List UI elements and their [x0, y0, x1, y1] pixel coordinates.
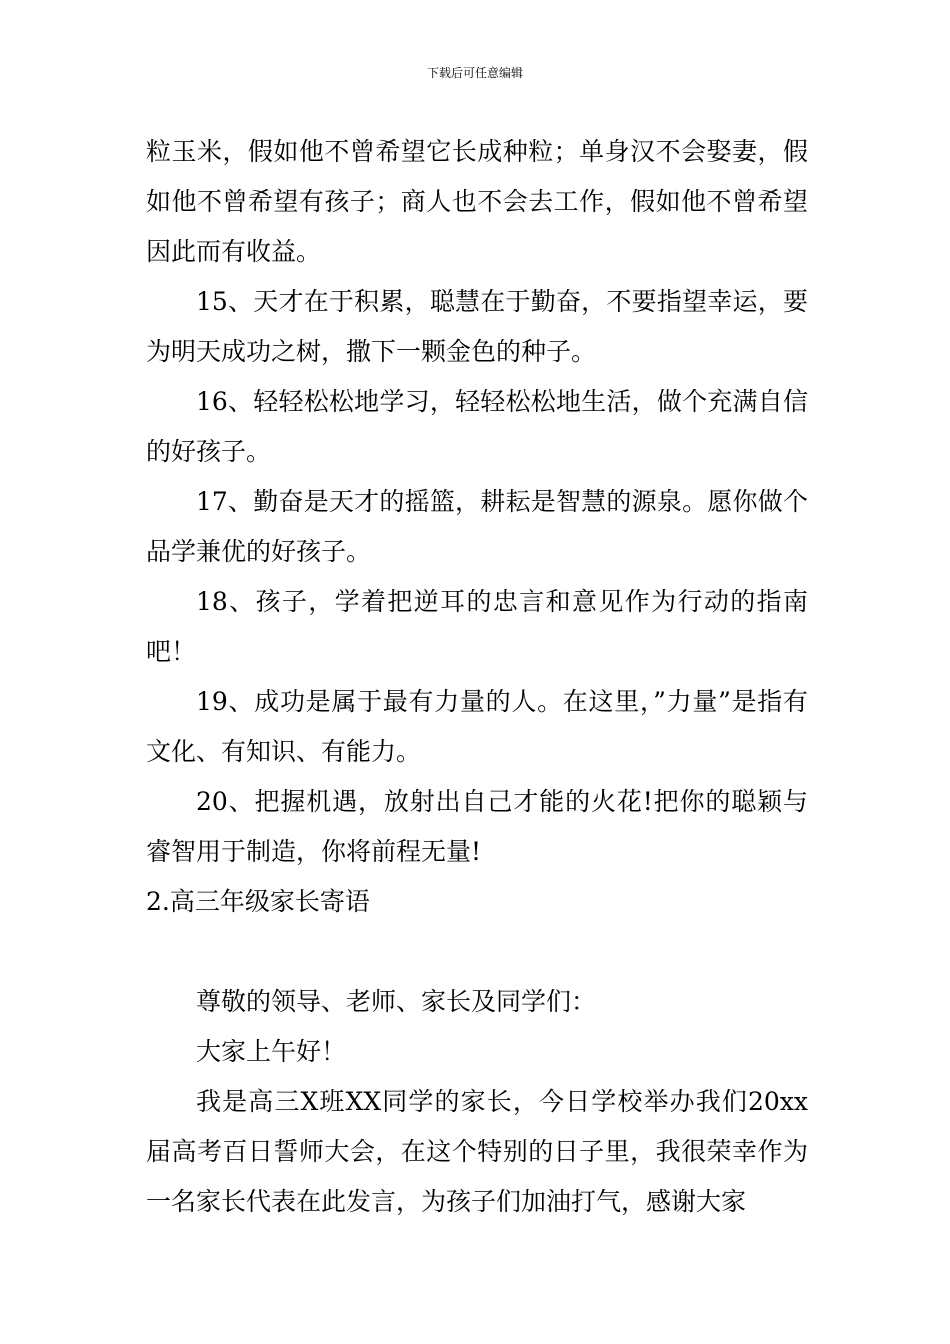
paragraph-item-18: 18、孩子，学着把逆耳的忠言和意见作为行动的指南吧！ — [146, 587, 808, 666]
paragraph-item-20: 20、把握机遇，放射出自己才能的火花!把你的聪颖与睿智用于制造，你将前程无量! — [146, 787, 808, 866]
section-heading: 2.高三年级家长寄语 — [146, 887, 370, 916]
paragraph-item-17: 17、勤奋是天才的摇篮，耕耘是智慧的源泉。愿你做个品学兼优的好孩子。 — [146, 487, 808, 566]
paragraph-item-19: 19、成功是属于最有力量的人。在这里，”力量”是指有文化、有知识、有能力。 — [146, 687, 809, 766]
page-header: 下载后可任意编辑 — [426, 66, 523, 80]
speech-paragraph: 我是高三X班XX同学的家长，今日学校举办我们20xx届高考百日誓师大会，在这个特别的日子里，我很荣幸作为一名家长代表在此发言，为孩子们加油打气，感谢大家 — [146, 1087, 808, 1216]
paragraph-item-16: 16、轻轻松松地学习，轻轻松松地生活，做个充满自信的好孩子。 — [146, 387, 808, 466]
salutation: 尊敬的领导、老师、家长及同学们： — [196, 987, 597, 1016]
paragraph-continuation: 粒玉米，假如他不曾希望它长成种粒；单身汉不会娶妻，假如他不曾希望有孩子；商人也不会去工作，假如他不曾希望因此而有收益。 — [146, 137, 808, 266]
greeting: 大家上午好！ — [196, 1037, 347, 1066]
paragraph-item-15: 15、天才在于积累，聪慧在于勤奋，不要指望幸运，要为明天成功之树，撒下一颗金色的种子。 — [146, 287, 808, 366]
document-body — [146, 127, 808, 1227]
blank-line — [146, 927, 808, 977]
